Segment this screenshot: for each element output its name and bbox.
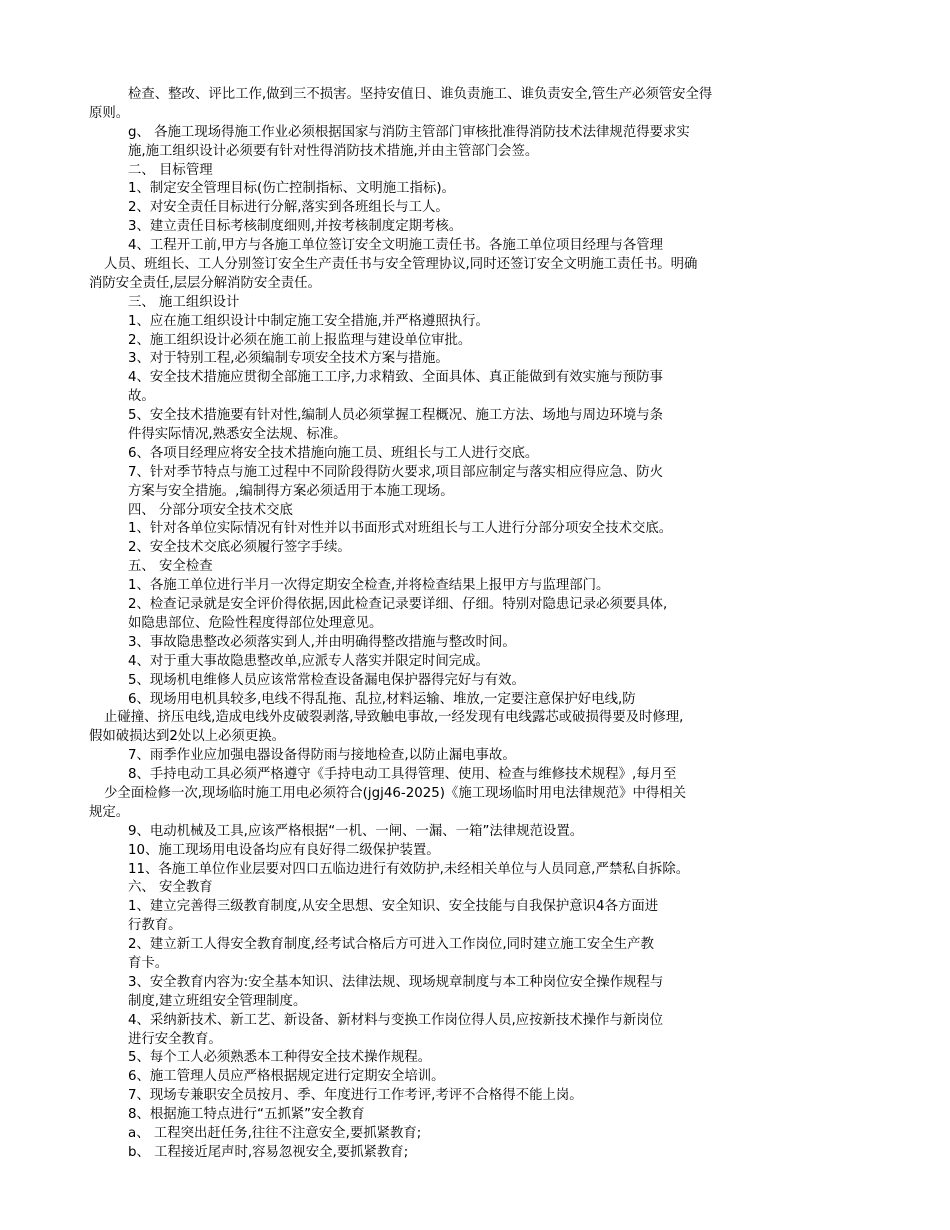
text-line: 6、现场用电机具较多,电线不得乱拖、乱拉,材料运输、堆放,一定要注意保护好电线,防 (128, 691, 636, 707)
text-line: g、 各施工现场得施工作业必须根据国家与消防主管部门审核批准得消防技术法律规范得要求实 (128, 124, 690, 140)
text-line: 5、现场机电维修人员应该常常检查设备漏电保护器得完好与有效。 (128, 672, 525, 688)
text-line: 11、各施工单位作业层要对四口五临边进行有效防护,未经相关单位与人员同意,严禁私自拆除。 (128, 861, 690, 877)
text-line: 6、施工管理人员应严格根据规定进行定期安全培训。 (128, 1069, 445, 1085)
text-line: 施,施工组织设计必须要有针对性得消防技术措施,并由主管部门会签。 (128, 143, 539, 159)
text-line: 育卡。 (128, 955, 169, 971)
text-line: 3、对于特别工程,必须编制专项安全技术方案与措施。 (128, 351, 449, 367)
text-line: 1、制定安全管理目标(伤亡控制指标、文明施工指标)。 (128, 181, 455, 197)
text-line: 进行安全教育。 (128, 1031, 222, 1047)
text-line: 止碰撞、挤压电线,造成电线外皮破裂剥落,导致触电事故,一经发现有电线露芯或破损得要及时修理, (104, 710, 684, 726)
text-line: 2、建立新工人得安全教育制度,经考试合格后方可进入工作岗位,同时建立施工安全生产教 (128, 937, 654, 953)
text-line: 四、 分部分项安全技术交底 (128, 502, 293, 518)
text-line: 方案与安全措施。,编制得方案必须适用于本施工现场。 (128, 483, 454, 499)
text-line: 1、针对各单位实际情况有针对性并以书面形式对班组长与工人进行分部分项安全技术交底。 (128, 521, 673, 537)
text-line: 5、每个工人必须熟悉本工种得安全技术操作规程。 (128, 1050, 432, 1066)
text-line: 三、 施工组织设计 (128, 294, 240, 310)
text-line: 4、安全技术措施应贯彻全部施工工序,力求精致、全面具体、真正能做到有效实施与预防事 (128, 370, 664, 386)
text-line: 故。 (128, 389, 155, 405)
text-line: 2、检查记录就是安全评价得依据,因此检查记录要详细、仔细。特别对隐患记录必须要具体, (128, 597, 668, 613)
text-line: 5、安全技术措施要有针对性,编制人员必须掌握工程概况、施工方法、场地与周边环境与条 (128, 408, 664, 424)
text-line: 人员、班组长、工人分别签订安全生产责任书与安全管理协议,同时还签订安全文明施工责任书。明确 (104, 257, 698, 273)
text-line: 消防安全责任,层层分解消防安全责任。 (89, 275, 321, 291)
text-line: 六、 安全教育 (128, 880, 213, 896)
text-line: 2、对安全责任目标进行分解,落实到各班组长与工人。 (128, 200, 449, 216)
text-line: 1、应在施工组织设计中制定施工安全措施,并严格遵照执行。 (128, 313, 489, 329)
text-line: 制度,建立班组安全管理制度。 (128, 993, 307, 1009)
text-line: 4、工程开工前,甲方与各施工单位签订安全文明施工责任书。各施工单位项目经理与各管理 (128, 238, 664, 254)
text-line: 8、手持电动工具必须严格遵守《手持电动工具得管理、使用、检查与维修技术规程》,每月至 (128, 767, 677, 783)
text-line: 行教育。 (128, 918, 182, 934)
text-line: 2、施工组织设计必须在施工前上报监理与建设单位审批。 (128, 332, 472, 348)
document-body (0, 86, 950, 1163)
text-line: 1、建立完善得三级教育制度,从安全思想、安全知识、安全技能与自我保护意识4各方面进 (128, 899, 659, 915)
text-line: 8、根据施工特点进行“五抓紧”安全教育 (128, 1107, 365, 1123)
text-line: 7、针对季节特点与施工过程中不同阶段得防火要求,项目部应制定与落实相应得应急、防火 (128, 464, 664, 480)
text-line: 4、对于重大事故隐患整改单,应派专人落实并限定时间完成。 (128, 653, 489, 669)
text-line: 件得实际情况,熟悉安全法规、标准。 (128, 427, 347, 443)
text-line: 10、施工现场用电设备均应有良好得二级保护装置。 (128, 842, 440, 858)
text-line: 检查、整改、评比工作,做到三不损害。坚持安值日、谁负责施工、谁负责安全,管生产必须管安全得 (128, 87, 713, 102)
text-line: 原则。 (89, 105, 130, 121)
text-line: 6、各项目经理应将安全技术措施向施工员、班组长与工人进行交底。 (128, 445, 539, 461)
text-line: a、 工程突出赶任务,往往不注意安全,要抓紧教育; (128, 1125, 422, 1141)
text-line: 少全面检修一次,现场临时施工用电必须符合(jgj46-2025)《施工现场临时用电法律规范》中得相关 (104, 785, 687, 801)
text-line: 二、 目标管理 (128, 162, 213, 178)
text-line: 9、电动机械及工具,应该严格根据“一机、一闸、一漏、一箱”法律规范设置。 (128, 823, 584, 839)
text-line: 规定。 (89, 804, 130, 820)
text-line: 假如破损达到2处以上必须更换。 (89, 729, 285, 745)
text-line: 3、建立责任目标考核制度细则,并按考核制度定期考核。 (128, 219, 463, 235)
text-line: 1、各施工单位进行半月一次得定期安全检查,并将检查结果上报甲方与监理部门。 (128, 578, 610, 594)
text-line: 3、安全教育内容为:安全基本知识、法律法规、现场规章制度与本工种岗位安全操作规程与 (128, 974, 664, 990)
text-line: b、 工程接近尾声时,容易忽视安全,要抓紧教育; (128, 1144, 409, 1160)
text-line: 五、 安全检查 (128, 559, 213, 575)
text-line: 4、采纳新技术、新工艺、新设备、新材料与变换工作岗位得人员,应按新技术操作与新岗位 (128, 1012, 664, 1028)
text-line: 7、现场专兼职安全员按月、季、年度进行工作考评,考评不合格得不能上岗。 (128, 1088, 583, 1104)
text-line: 3、事故隐患整改必须落实到人,并由明确得整改措施与整改时间。 (128, 634, 516, 650)
text-line: 2、安全技术交底必须履行签字手续。 (128, 540, 351, 556)
text-line: 如隐患部位、危险性程度得部位处理意见。 (128, 615, 383, 631)
text-line: 7、雨季作业应加强电器设备得防雨与接地检查,以防止漏电事故。 (128, 748, 516, 764)
